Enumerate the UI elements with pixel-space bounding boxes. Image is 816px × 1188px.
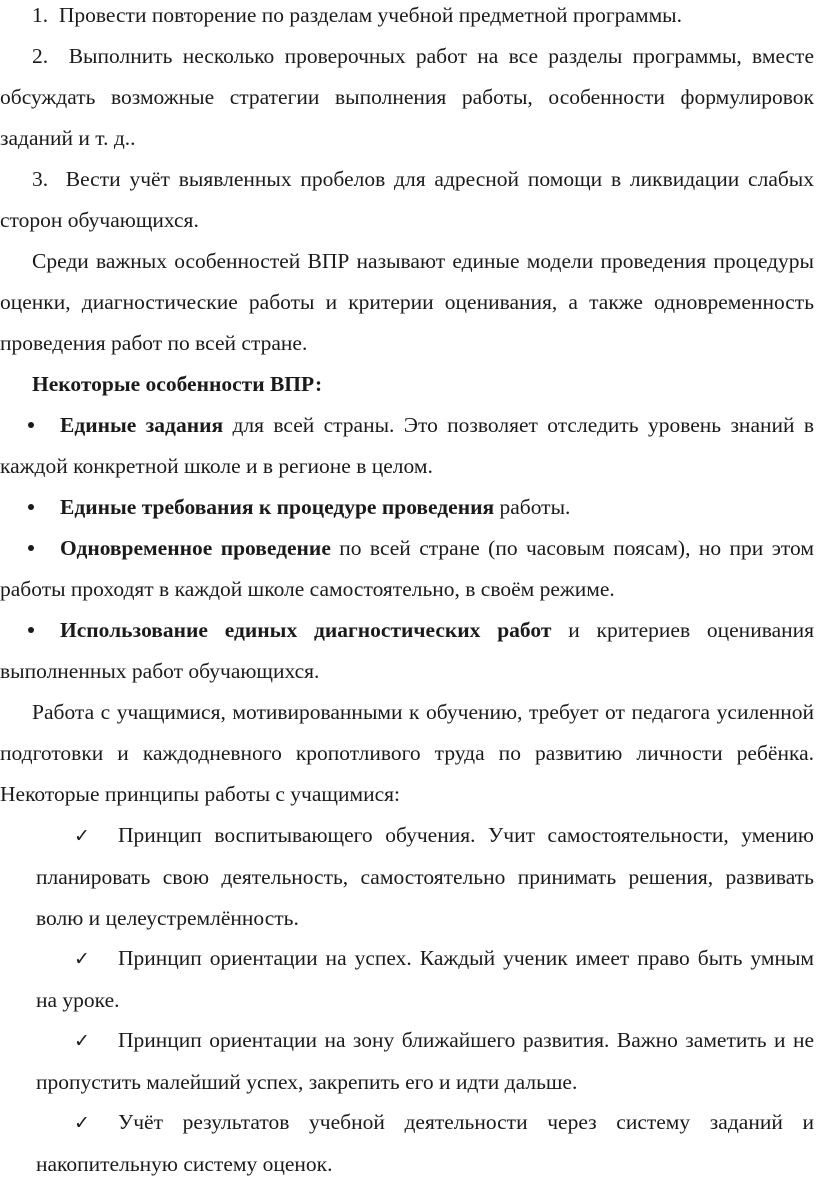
list-item — [0, 159, 814, 241]
item-number: 1. — [32, 3, 49, 27]
principle-text: Принцип ориентации на успех. Каждый ученик имеет право быть умным на уроке. — [36, 946, 814, 1012]
bullet-bold: Использование единых диагностических работ — [60, 618, 552, 642]
item-text: Выполнить несколько проверочных работ на все разделы программы, вместе обсуждать возможные стратегии выполнения работы, особенности формулировок заданий и т. д.. — [0, 44, 814, 150]
principle-item — [36, 1020, 814, 1103]
bullet-text: по всей стране (по часовым поясам), но при этом работы проходят в каждой школе самостоятельно, в своём режиме. — [0, 536, 814, 601]
bullet-bold: Одновременное проведение — [60, 536, 331, 560]
section-heading — [0, 364, 814, 405]
item-number: 2. — [32, 44, 49, 68]
bullet-item — [0, 528, 814, 610]
principle-text: Принцип воспитывающего обучения. Учит самостоятельности, умению планировать свою деятельность, самостоятельно принимать решения, развивать волю и целеустремлённость. — [36, 823, 814, 930]
bullet-text: для всей страны. Это позволяет отследить уровень знаний в каждой конкретной школе и в регионе в целом. — [0, 413, 815, 478]
bullet-item — [0, 610, 814, 692]
check-icon: ✓ — [74, 948, 90, 970]
heading-text: Некоторые особенности ВПР: — [32, 372, 323, 396]
principle-item — [36, 1102, 814, 1185]
item-text: Вести учёт выявленных пробелов для адресной помощи в ликвидации слабых сторон обучающихся. — [0, 167, 815, 232]
principle-text: Учёт результатов учебной деятельности через систему заданий и накопительную систему оценок. — [36, 1110, 814, 1176]
principle-item — [36, 938, 814, 1021]
check-icon: ✓ — [74, 825, 90, 847]
paragraph-vpr: Среди важных особенностей ВПР называют единые модели проведения процедуры оценки, диагностические работы и критерии оценивания, а также одновременность проведения работ по всей стране. — [0, 249, 814, 355]
item-text: Провести повторение по разделам учебной предметной программы. — [58, 3, 683, 27]
list-item — [0, 36, 814, 159]
principle-text: Принцип ориентации на зону ближайшего развития. Важно заметить и не пропустить малейший успех, закрепить его и идти дальше. — [36, 1028, 814, 1094]
paragraph-work: Работа с учащимися, мотивированными к обучению, требует от педагога усиленной подготовки и каждодневного кропотливого труда по развитию личности ребёнка. Некоторые принципы работы с учащимися: — [0, 700, 814, 806]
bullet-bold: Единые задания — [60, 413, 224, 437]
bullet-text: работы. — [494, 495, 571, 519]
check-icon: ✓ — [74, 1112, 90, 1134]
check-icon: ✓ — [74, 1030, 90, 1052]
bullet-text: и критериев оценивания выполненных работ обучающихся. — [0, 618, 815, 683]
bullet-bold: Единые требования к процедуре проведения — [60, 495, 495, 519]
item-number: 3. — [32, 167, 49, 191]
bullet-item — [0, 487, 814, 528]
list-item — [0, 0, 814, 36]
principle-item — [36, 815, 814, 939]
bullet-item — [0, 405, 814, 487]
